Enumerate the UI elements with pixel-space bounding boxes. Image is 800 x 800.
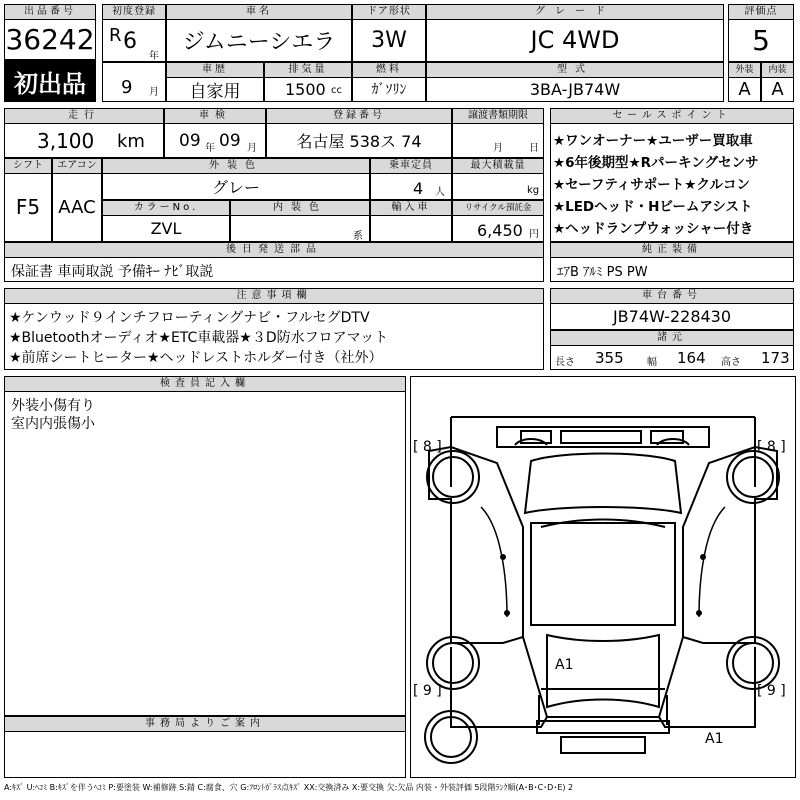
history-value: 自家用 <box>189 81 241 102</box>
recycle-unit: 円 <box>529 229 539 240</box>
tire-rear-left-score: [ 9 ] <box>413 683 442 699</box>
inspection-month: 09 <box>219 131 241 151</box>
max-load-unit: kg <box>527 185 540 196</box>
inspection-cell <box>164 108 266 158</box>
dimensions-cell <box>550 330 794 370</box>
exterior-color-label: 外装色 <box>103 159 369 174</box>
capacity-unit: 人 <box>435 187 445 198</box>
tire-front-left-score: [ 8 ] <box>413 439 442 455</box>
registration-month: 9 <box>121 77 133 98</box>
displacement-label: 排気量 <box>265 63 351 78</box>
note-line: ★ケンウッド９インチフローティングナビ・フルセグDTV <box>9 310 370 326</box>
transfer-deadline-cell <box>452 108 544 158</box>
displacement-cell <box>264 62 352 102</box>
registration-number-label: 登録番号 <box>267 109 451 124</box>
color-number-label: カラーNo. <box>103 201 229 216</box>
ac-cell <box>52 158 102 242</box>
transfer-month-unit: 月 <box>493 143 503 154</box>
sales-point-line: ★ヘッドランプウォッシャー付き <box>553 221 754 237</box>
later-parts-label: 後日発送部品 <box>5 243 543 258</box>
first-listing-text: 初出品 <box>14 69 86 98</box>
interior-grade-label: 内装 <box>762 63 793 78</box>
equipment-label: 純正装備 <box>551 243 793 258</box>
year-unit: 年 <box>149 51 159 62</box>
door-cell <box>352 4 426 62</box>
exterior-grade-label: 外装 <box>729 63 760 78</box>
grade-cell <box>426 4 724 62</box>
import-cell <box>370 200 452 242</box>
car-name-cell <box>166 4 352 62</box>
shift-value: F5 <box>15 195 41 219</box>
score-label: 評価点 <box>729 5 793 20</box>
first-listing-badge <box>4 60 96 102</box>
fuel-value: ｶﾞｿﾘﾝ <box>371 82 407 98</box>
displacement-unit: cc <box>331 85 342 96</box>
sales-point-line: ★LEDヘッド・Hビームアシスト <box>553 199 753 215</box>
notes-cell <box>4 288 544 370</box>
width-label: 幅 <box>647 357 657 368</box>
capacity-value: 4 <box>413 179 424 198</box>
car-name: ジムニーシエラ <box>182 29 336 55</box>
interior-color-unit: 系 <box>353 231 363 242</box>
ac-value: AAC <box>58 196 96 218</box>
tire-rear-right-score: [ 9 ] <box>757 683 786 699</box>
length-value: 355 <box>595 349 624 367</box>
transfer-deadline-label: 譲渡書類期限 <box>453 109 543 124</box>
interior-grade-cell <box>761 62 794 102</box>
length-label: 長さ <box>555 357 575 368</box>
model-cell <box>426 62 724 102</box>
inspector-note-line: 室内内張傷小 <box>11 416 95 432</box>
later-parts-cell <box>4 242 544 282</box>
vehicle-diagram <box>410 376 796 778</box>
notes-label: 注意事項欄 <box>5 289 543 304</box>
lot-number-cell <box>4 4 96 60</box>
inspector-notes-cell <box>4 376 406 716</box>
era-letter: R <box>109 25 122 46</box>
first-registration-label: 初度登録 <box>103 5 165 20</box>
shift-label: シフト <box>5 159 51 174</box>
inspector-note-line: 外装小傷有り <box>11 398 95 414</box>
height-value: 173 <box>761 349 790 367</box>
transfer-day-unit: 日 <box>529 143 539 154</box>
exterior-grade-cell <box>728 62 761 102</box>
month-unit: 月 <box>149 87 159 98</box>
color-number-value: ZVL <box>150 218 182 238</box>
import-label: 輸入車 <box>371 201 451 216</box>
inspection-month-unit: 月 <box>247 143 257 154</box>
score-cell <box>728 4 794 62</box>
recycle-cell <box>452 200 544 242</box>
inspector-notes-label: 検査員記入欄 <box>5 377 405 392</box>
fuel-cell <box>352 62 426 102</box>
inspection-label: 車検 <box>165 109 265 124</box>
damage-mark: A1 <box>555 657 574 673</box>
score-value: 5 <box>752 23 770 57</box>
model-value: 3BA-JB74W <box>529 79 621 99</box>
interior-color-cell <box>230 200 370 242</box>
car-name-label: 車名 <box>167 5 351 20</box>
first-registration-cell <box>102 4 166 62</box>
mileage-unit: km <box>117 131 145 152</box>
exterior-color-cell <box>102 158 370 200</box>
exterior-color-value: グレー <box>211 177 260 197</box>
recycle-value: 6,450 <box>477 221 523 240</box>
mileage-value: 3,100 <box>37 129 95 153</box>
tire-front-right-score: [ 8 ] <box>757 439 786 455</box>
sales-point-line: ★6年後期型★Rパーキングセンサ <box>553 155 759 171</box>
sales-points-label: セールスポイント <box>551 109 793 124</box>
grade-label: グレード <box>427 5 723 20</box>
registration-number-cell <box>266 108 452 158</box>
capacity-cell <box>370 158 452 200</box>
chassis-cell <box>550 288 794 330</box>
damage-mark: A1 <box>705 731 724 747</box>
interior-color-label: 内装色 <box>231 201 369 216</box>
equipment-cell <box>550 242 794 282</box>
note-line: ★Bluetoothオーディオ★ETC車載器★３D防水フロアマット <box>9 330 389 346</box>
lot-number-label: 出品番号 <box>5 5 95 20</box>
exterior-grade-value: A <box>738 78 751 100</box>
max-load-cell <box>452 158 544 200</box>
lot-number: 36242 <box>5 22 95 56</box>
sales-point-line: ★セーフティサポート★クルコン <box>553 177 751 193</box>
recycle-label: リサイクル預託金 <box>453 201 543 216</box>
office-notice-label: 事務局よりご案内 <box>5 717 405 732</box>
interior-grade-value: A <box>771 78 784 100</box>
color-number-cell <box>102 200 230 242</box>
capacity-label: 乗車定員 <box>371 159 451 174</box>
door-label: ドア形状 <box>353 5 425 20</box>
note-line: ★前席シートヒーター★ヘッドレストホルダー付き（社外） <box>9 350 383 366</box>
history-label: 車歴 <box>167 63 263 78</box>
displacement-value: 1500 <box>285 80 326 99</box>
history-cell <box>166 62 264 102</box>
max-load-label: 最大積載量 <box>453 159 543 174</box>
chassis-number: JB74W-228430 <box>612 306 732 326</box>
inspection-year: 09 <box>179 131 201 151</box>
sales-point-line: ★ワンオーナー★ユーザー買取車 <box>553 133 753 149</box>
fuel-label: 燃料 <box>353 63 425 78</box>
shift-cell <box>4 158 52 242</box>
sales-points-cell <box>550 108 794 242</box>
width-value: 164 <box>677 349 706 367</box>
ac-label: エアコン <box>53 159 101 174</box>
registration-year: 6 <box>123 29 137 54</box>
damage-legend: A:ｷｽﾞ U:ﾍｺﾐ B:ｷｽﾞを伴うﾍｺﾐ P:要塗装 W:補修跡 S:錆 C:腐食、穴 G:ﾌﾛﾝﾄｶﾞﾗｽ点ｷｽﾞ XX:交換済み X:要交換 欠:欠品 内装・外装評価 5段階ﾗﾝｸ順(A･B･C･D･E) 2 <box>4 783 574 792</box>
later-parts-value: 保証書 車両取説 予備ｷｰ ﾅﾋﾞ取説 <box>11 264 214 280</box>
month-cell <box>102 62 166 102</box>
height-label: 高さ <box>721 357 741 368</box>
office-notice-cell <box>4 716 406 778</box>
registration-number: 名古屋 538ス 74 <box>296 131 422 151</box>
inspection-year-unit: 年 <box>205 143 215 154</box>
equipment-value: ｴｱB ｱﾙﾐ PS PW <box>557 265 648 280</box>
mileage-cell <box>4 108 164 158</box>
chassis-label: 車台番号 <box>551 289 793 304</box>
model-label: 型式 <box>427 63 723 78</box>
grade-value: JC 4WD <box>530 26 620 54</box>
dimensions-label: 諸元 <box>551 331 793 346</box>
door-value: 3W <box>371 27 407 53</box>
mileage-label: 走行 <box>5 109 163 124</box>
